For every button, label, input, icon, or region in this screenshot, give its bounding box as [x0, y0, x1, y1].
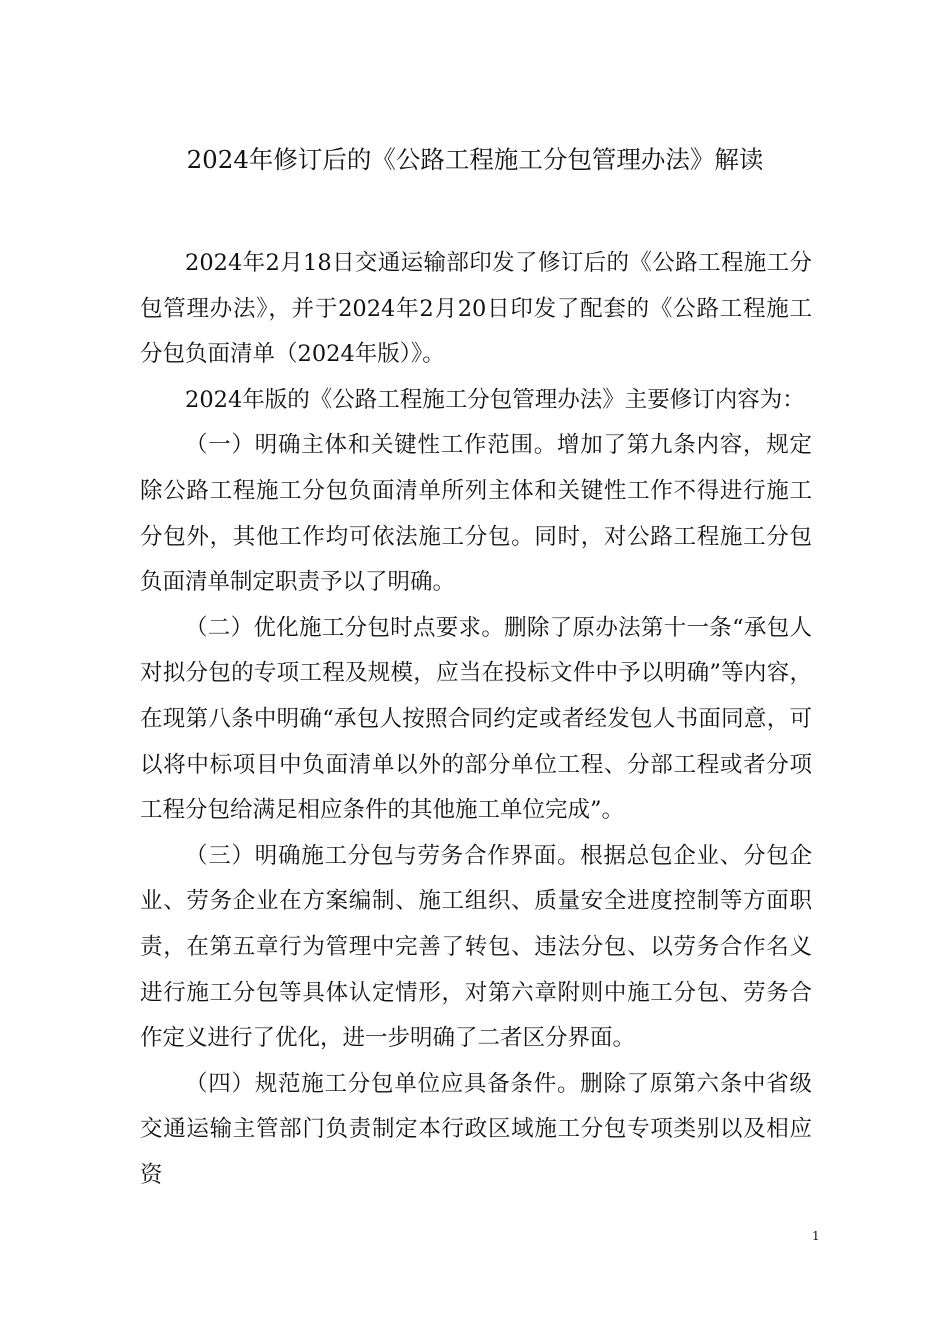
paragraph-intro: 2024年2月18日交通运输部印发了修订后的《公路工程施工分包管理办法》，并于2024年2月20日印发了配套的《公路工程施工分包负面清单（2024年版）》。 — [140, 250, 812, 368]
document-title: 2024年修订后的《公路工程施工分包管理办法》解读 — [186, 145, 764, 174]
paragraph-item-3: （三）明确施工分包与劳务合作界面。根据总包企业、分包企业、劳务企业在方案编制、施工组织、质量安全进度控制等方面职责，在第五章行为管理中完善了转包、违法分包、以劳务合作名义进行施工分包等具体认定情形，对第六章附则中施工分包、劳务合作定义进行了优化，进一步明确了二者区分界面。 — [140, 842, 812, 1052]
paragraph-item-1: （一）明确主体和关键性工作范围。增加了第九条内容，规定除公路工程施工分包负面清单所列主体和关键性工作不得进行施工分包外，其他工作均可依法施工分包。同时，对公路工程施工分包负面清单制定职责予以了明确。 — [140, 432, 812, 596]
document-body — [140, 241, 812, 1198]
paragraph-item-4: （四）规范施工分包单位应具备条件。删除了原第六条中省级交通运输主管部门负责制定本行政区域施工分包专项类别以及相应资 — [140, 1070, 812, 1188]
paragraph-summary-lead: 2024年版的《公路工程施工分包管理办法》主要修订内容为： — [185, 386, 805, 413]
page-number: 1 — [812, 1229, 820, 1243]
paragraph-item-2: （二）优化施工分包时点要求。删除了原办法第十一条“承包人对拟分包的专项工程及规模，应当在投标文件中予以明确”等内容，在现第八条中明确“承包人按照合同约定或者经发包人书面同意，可以将中标项目中负面清单以外的部分单位工程、分部工程或者分项工程分包给满足相应条件的其他施工单位完成”。 — [140, 614, 812, 824]
